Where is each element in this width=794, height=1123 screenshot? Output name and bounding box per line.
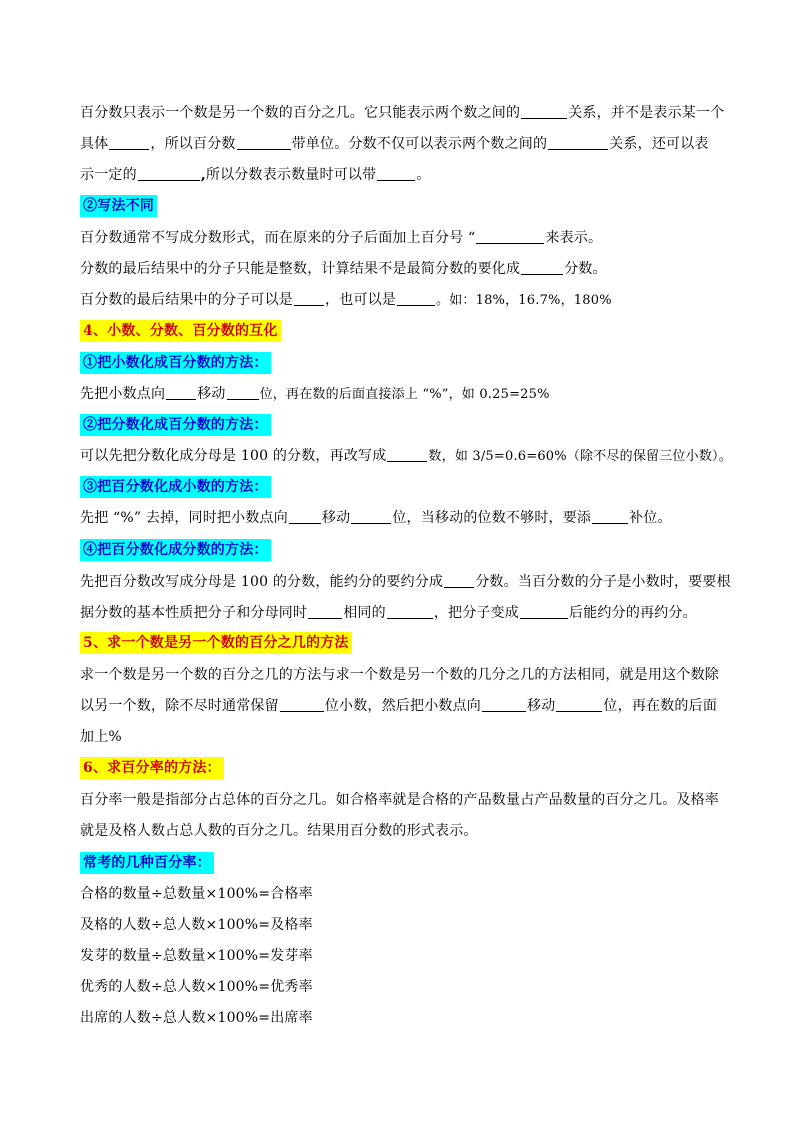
- heading5-row: [80, 632, 720, 654]
- heading6-row: [80, 757, 720, 779]
- fill-blank: [482, 697, 526, 712]
- rate-line: [80, 915, 720, 935]
- text: 示一定的: [80, 167, 137, 183]
- sub3-heading: ③把百分数化成小数的方法：: [80, 476, 271, 498]
- sub3-heading-row: [80, 476, 720, 498]
- text: 移动: [321, 510, 351, 526]
- heading5: 5、求一个数是另一个数的百分之几的方法: [80, 632, 352, 654]
- fill-blank: [237, 135, 291, 150]
- sub4-heading: ④把百分数化成分数的方法：: [80, 539, 271, 561]
- fill-blank: [387, 604, 433, 619]
- para1-line2: [80, 134, 720, 154]
- sub4-heading-row: [80, 539, 720, 561]
- comma: ,: [200, 167, 206, 183]
- sub2-text: [80, 446, 732, 467]
- text: 带单位。分数不仅可以表示两个数之间的: [291, 136, 548, 152]
- heading4: 4、小数、分数、百分数的互化: [80, 320, 281, 342]
- text: 百分数只表示一个数是另一个数的百分之几。它只能表示两个数之间的: [80, 105, 521, 121]
- text: ，也可以是: [325, 292, 396, 308]
- text: 及格的人数÷总人数×100%=及格率: [80, 917, 313, 933]
- text: 就是及格人数占总人数的百分之几。结果用百分数的形式表示。: [80, 823, 478, 839]
- fill-blank: [308, 604, 342, 619]
- rate-line: [80, 1008, 720, 1028]
- fill-blank: [476, 229, 544, 244]
- text: 关系，还可以表: [609, 136, 709, 152]
- fill-blank: [397, 291, 435, 306]
- fill-blank: [387, 447, 427, 462]
- text: 合格的数量÷总数量×100%=合格率: [80, 886, 313, 902]
- rate-line: [80, 946, 720, 966]
- sub4-line1: [80, 572, 731, 592]
- fill-blank: [521, 260, 563, 275]
- para1-line1: [80, 103, 725, 123]
- text: 。如：18%，16.7%，180%: [436, 293, 612, 308]
- fill-blank: [351, 509, 391, 524]
- text: 百分率一般是指部分占总体的百分之几。如合格率就是合格的产品数量占产品数量的百分之几。及格率: [80, 792, 719, 808]
- fill-blank: [548, 135, 608, 150]
- text: 来表示。: [545, 230, 603, 246]
- text: 位，再在数的后面: [603, 698, 718, 714]
- text: 所以分数表示数量时可以带: [205, 167, 377, 183]
- text: 。: [416, 167, 431, 183]
- text: 关系，并不是表示某一个: [568, 105, 725, 121]
- fill-blank: [138, 166, 200, 181]
- text: 可以先把分数化成分母是 100 的分数，再改写成: [80, 448, 387, 464]
- sec6-line2: [80, 821, 720, 841]
- text: 据分数的基本性质把分子和分母同时: [80, 605, 308, 621]
- sub4-line2: [80, 603, 720, 623]
- writing-line1: [80, 228, 720, 248]
- sec5-line2: [80, 696, 720, 716]
- text: 相同的: [343, 605, 386, 621]
- text: 后能约分的再约分。: [569, 605, 697, 621]
- heading-common: 常考的几种百分率：: [80, 852, 214, 874]
- rate-line: [80, 884, 720, 904]
- fill-blank: [227, 385, 259, 400]
- fill-blank: [166, 385, 196, 400]
- heading4-row: [80, 320, 720, 342]
- text: 位，再在数的后面直接添上 “%”，如 0.25=25%: [259, 387, 550, 402]
- fill-blank: [556, 697, 602, 712]
- text: 先把小数点向: [80, 386, 166, 402]
- text: ，所以百分数: [150, 136, 236, 152]
- fill-blank: [289, 509, 321, 524]
- sec5-line3: [80, 727, 720, 747]
- sub3-text: [80, 508, 720, 528]
- text: 先把 “%” 去掉，同时把小数点向: [80, 510, 288, 526]
- text: 百分数通常不写成分数形式，而在原来的分子后面加上百分号 “: [80, 230, 476, 246]
- sub1-text: [80, 384, 720, 405]
- sub2-heading: ②把分数化成百分数的方法：: [80, 414, 271, 436]
- fill-blank: [444, 573, 474, 588]
- text: 位，当移动的位数不够时，要添: [392, 510, 592, 526]
- writing-line2: [80, 259, 720, 279]
- text: 以另一个数，除不尽时通常保留: [80, 698, 279, 714]
- fill-blank: [280, 697, 324, 712]
- text: 百分数的最后结果中的分子可以是: [80, 292, 293, 308]
- sub1-heading-row: [80, 352, 720, 374]
- fill-blank: [520, 604, 568, 619]
- text: 加上%: [80, 729, 122, 745]
- text: 位小数，然后把小数点向: [324, 698, 482, 714]
- sec6-line1: [80, 790, 720, 810]
- heading-common-row: [80, 852, 720, 874]
- text: 分数的最后结果中的分子只能是整数，计算结果不是最简分数的要化成: [80, 261, 521, 277]
- text: 移动: [527, 698, 556, 714]
- text: 出席的人数÷总人数×100%=出席率: [80, 1010, 313, 1026]
- text: 具体: [80, 136, 109, 152]
- heading-writing: ②写法不同: [80, 195, 157, 217]
- fill-blank: [521, 104, 567, 119]
- fill-blank: [592, 509, 628, 524]
- rate-line: [80, 977, 720, 997]
- text: ，把分子变成: [433, 605, 520, 621]
- fill-blank: [377, 166, 415, 181]
- text: 优秀的人数÷总人数×100%=优秀率: [80, 979, 313, 995]
- text: 分数。: [564, 261, 607, 277]
- text: 补位。: [629, 510, 672, 526]
- text: 分数。当百分数的分子是小数时，要要根: [475, 574, 731, 590]
- text: 数，如 3/5=0.6=60%（除不尽的保留三位小数）。: [428, 449, 732, 464]
- text: 发芽的数量÷总数量×100%=发芽率: [80, 948, 313, 964]
- sub2-heading-row: [80, 414, 720, 436]
- fill-blank: [294, 291, 324, 306]
- heading6: 6、求百分率的方法：: [80, 757, 224, 779]
- text: 求一个数是另一个数的百分之几的方法与求一个数是另一个数的几分之几的方法相同，就是用这个数除: [80, 667, 719, 683]
- para1-line3: [80, 165, 720, 185]
- text: 先把百分数改写成分母是 100 的分数，能约分的要约分成: [80, 574, 444, 590]
- writing-line3: [80, 290, 720, 311]
- sec5-line1: [80, 665, 720, 685]
- text: 移动: [197, 386, 226, 402]
- heading-writing-row: [80, 195, 720, 217]
- sub1-heading: ①把小数化成百分数的方法：: [80, 352, 271, 374]
- fill-blank: [109, 135, 149, 150]
